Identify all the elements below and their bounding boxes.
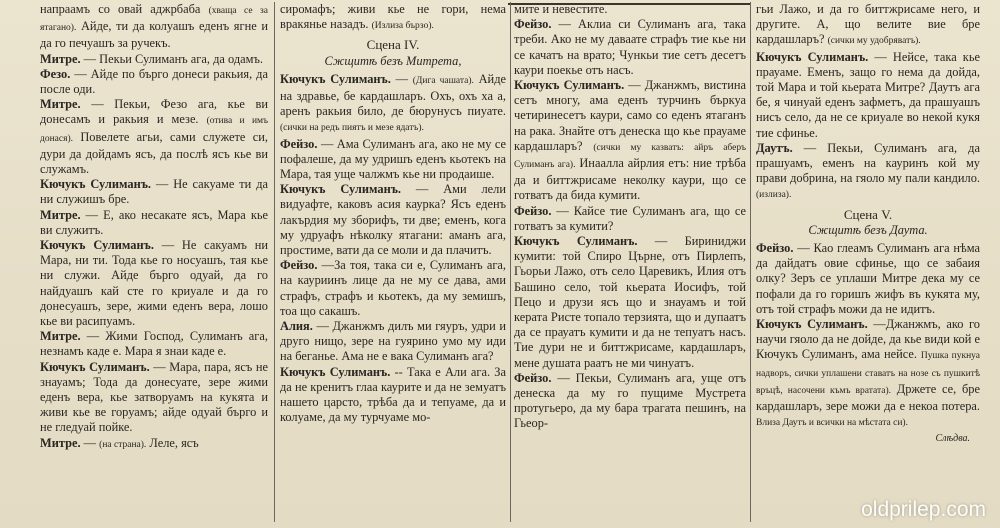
dialogue-text: — Не сакуаме ти да ни служишъ бре. [40, 177, 268, 207]
dialogue-paragraph [40, 329, 268, 359]
dialogue-text: —Джанжмъ, ако го научи гяоло да не дойде, да кье види кой е Кючукъ Сулиманъ, ама нейсе. [756, 317, 980, 362]
dialogue-paragraph [756, 141, 980, 204]
column-divider [510, 2, 511, 522]
text-column-1 [40, 2, 268, 528]
dialogue-paragraph [514, 371, 746, 432]
dialogue-text: — Ама Сулиманъ ага, ако не му се пофалеше, да му удришъ еденъ кьотекъ на Мара, тая уще чалжмъ кье ни продаише. [280, 136, 506, 182]
dialogue-text: — Мара, пара, ясъ не знауамъ; Тода да донесуате, зере жими еденъ вера, кье затворуамъ на кукята и живи кье ве горуамъ; айде одуай бърго и не гледуай пойке. [40, 359, 268, 435]
dialogue-paragraph [280, 182, 506, 258]
stage-direction: (хваща се за ятагано). [40, 6, 268, 34]
dialogue-paragraph [514, 17, 746, 78]
speaker-name: Фейзо. [280, 258, 318, 273]
speaker-name: Митре. [40, 329, 81, 344]
dialogue-text: Повелете агьи, сами служете си, дури да дойдамъ ясъ, да послѣ ясъ кье ви служамъ. [40, 129, 268, 177]
dialogue-text: — [390, 71, 413, 86]
dialogue-paragraph [280, 319, 506, 365]
speaker-name: Кючукъ Сулиманъ. [40, 238, 154, 253]
speaker-name: Кючукъ Сулиманъ. [280, 364, 391, 379]
dialogue-paragraph [280, 137, 506, 183]
dialogue-text: — Аклиа си Сулиманъ ага, така треби. Ако не му даваате страфъ тие кье ни се качатъ на врато; Чункьи тие сетъ десетъ каури поекье отъ насъ. [514, 17, 746, 77]
dialogue-paragraph [514, 78, 746, 204]
continued-note: Слѣдва. [935, 433, 970, 445]
stage-direction: (на страна). [99, 439, 147, 450]
dialogue-text: Айде на здравье, бе кардашларъ. Охъ, охъ ха а, аренъ ракьия било, де бюрунусъ пиуате. [280, 71, 506, 119]
speaker-name: Митре. [40, 97, 81, 112]
dialogue-paragraph [280, 2, 506, 34]
dialogue-text: — Пекьи, Фезо ага, кье ви донесамъ и ракьия и мезе. [40, 97, 268, 127]
dialogue-text: — Пекьи Сулиманъ ага, да одамъ. [80, 51, 263, 66]
dialogue-paragraph [756, 317, 980, 431]
dialogue-text: — Ами лели видуафте, каковъ асия каурка? Ясъ еденъ лакърдия му зборифъ, ти две; еменъ, кога му удруафъ нѣколку ятагани: аманъ ага, простиме, вати да се моли и да плачитъ. [280, 182, 506, 258]
speaker-name: Митре. [40, 51, 81, 66]
speaker-name: Кючукъ Сулиманъ. [40, 177, 152, 192]
dialogue-paragraph [514, 2, 746, 17]
speaker-name: Кючукъ Сулиманъ. [40, 359, 150, 374]
dialogue-text: — Джанжмъ дилъ ми гяуръ, удри и друго нищо, зере на гуярино умо му иди на беганье. Ама не е вака Сулиманъ ага? [280, 319, 506, 364]
dialogue-paragraph [40, 52, 268, 67]
speaker-name: Митре. [40, 207, 81, 222]
dialogue-paragraph [40, 208, 268, 238]
dialogue-text: Држете се, бре кардашларъ, зере можи да е некоа потера. [756, 381, 980, 414]
dialogue-text: напраамъ со овай аджрбаба [40, 2, 209, 16]
stage-direction: (излиза). [756, 190, 792, 201]
dialogue-paragraph [514, 234, 746, 371]
dialogue-text: — Айде по бърго донеси ракьия, да после оди. [40, 66, 268, 97]
scene-heading: Сцена V. [843, 206, 893, 222]
text-column-3 [514, 2, 746, 528]
speaker-name: Фейзо. [514, 370, 552, 385]
dialogue-text: — Бириниджи кумити: той Спиро Църне, отъ Пирлепъ, Гьорьи Лажо, отъ село Царевикъ, Илия отъ Башино село, той кьерата Иосифъ, той Пецо и друзи ясъ що и знауамъ и той керата Ристе топало терзията, що и дупаатъ да се прауатъ кумити и да не тепуатъ насъ. Тие дури не и биттжрисаме, кардашларъ, мене душата раатъ не ми чинуатъ. [514, 234, 746, 370]
dialogue-text: мите и невестите. [514, 2, 608, 16]
dialogue-paragraph [280, 72, 506, 137]
dialogue-text: — Джанжмъ, вистина сетъ многу, ама еденъ турчинъ бъркуа четиринесетъ каури, само со еденъ ятаганъ на рака. Знайте отъ денеска що кье прауаме кардашларъ? [514, 78, 746, 153]
speaker-name: Фейзо. [280, 136, 318, 151]
speaker-name: Кючукъ Сулиманъ. [514, 78, 625, 93]
stage-direction: (отива и имъ донася). [40, 116, 268, 144]
site-watermark: oldprilep.com [861, 498, 986, 521]
dialogue-paragraph [514, 204, 746, 234]
text-column-2 [280, 2, 506, 528]
dialogue-text: -- Така е Али ага. За да не кренитъ глаа каурите и да не земуатъ нашето царсто, трѣба да и тепуаме, да и колуаме, да му турчуаме мо- [280, 364, 506, 425]
stage-direction: Влиза Даутъ и всички на мѣстата си). [756, 418, 908, 429]
dialogue-paragraph [40, 436, 268, 453]
dialogue-paragraph [40, 360, 268, 436]
dialogue-text: сиромафъ; живи кье не гори, нема вракянье назадъ. [280, 2, 506, 32]
dialogue-text: Леле, ясъ [146, 435, 199, 450]
speaker-name: Фейзо. [514, 17, 552, 32]
dialogue-paragraph [280, 365, 506, 426]
dialogue-paragraph [756, 2, 980, 50]
dialogue-paragraph [40, 97, 268, 177]
stage-direction: (Дига чашата). [412, 75, 474, 86]
dialogue-text: — Нейсе, така кье прауаме. Еменъ, защо го нема да дойда, той Мара и той кьерата Митре? Даутъ ага бе, я чинуай еденъ зафметъ, да прашуашъ нисъ село, да не се криуале во некой кукя тие сфинье. [756, 49, 980, 140]
speaker-name: Даутъ. [756, 140, 793, 155]
dialogue-text: — Жими Господ, Сулиманъ ага, незнамъ каде е. Мара я знаи каде е. [40, 329, 268, 359]
dialogue-paragraph [40, 2, 268, 52]
scene-subtitle: Сжщитѣ безъ Даута. [808, 222, 928, 237]
speaker-name: Фезо. [40, 66, 71, 81]
scene-subtitle: Сжщитѣ безъ Митрета, [324, 53, 462, 68]
stage-direction: (сички му удобряватъ). [827, 36, 921, 47]
dialogue-paragraph [40, 177, 268, 207]
scene-heading: Сцена IV. [366, 37, 420, 53]
column-divider [274, 2, 275, 522]
stage-direction: Пушка пукнуа надворъ, сички уплашени ставатъ на нозе съ пушкитѣ връцѣ, насочени къмъ вратата). [756, 351, 980, 396]
speaker-name: Кючукъ Сулиманъ. [756, 317, 868, 332]
speaker-name: Фейзо. [514, 203, 552, 218]
stage-direction: (Излиза бързо). [371, 21, 434, 32]
dialogue-text: — Као глеамъ Сулиманъ ага нѣма да дайдатъ овие сфинье, що се забаия олку? Зеръ се уплаши Митре дека му се пофали да го горишъ жифъ въ кукята му, отъ той страфъ можи да не идитъ. [756, 241, 980, 316]
text-column-4 [756, 2, 980, 528]
speaker-name: Кючукъ Сулиманъ. [514, 234, 638, 249]
stage-direction: (сички му казватъ: айръ аберъ Сулиманъ ага). [514, 142, 746, 171]
dialogue-text: — Кайсе тие Сулиманъ ага, що се готватъ за кумити? [514, 203, 746, 233]
dialogue-paragraph [280, 258, 506, 319]
speaker-name: Алия. [280, 319, 313, 334]
dialogue-text: Айде, ти да колуашъ еденъ ягне и да го печуашъ за ручекъ. [40, 19, 268, 51]
dialogue-text: — Не сакуамъ ни Мара, ни ти. Тода кье го носуашъ, тая кье ни служи. Айде бърго одуай, да го найдуашъ кай сте го криуале и да го донесуашъ, зере, жими еденъ вера, лошо кье ви расипуамъ. [40, 238, 268, 329]
column-divider [750, 2, 751, 522]
dialogue-paragraph [40, 238, 268, 329]
dialogue-paragraph [40, 67, 268, 97]
speaker-name: Кючукъ Сулиманъ. [280, 182, 402, 197]
dialogue-text: —За тоя, така си е, Сулиманъ ага, на кауриинъ лице да не му се дава, ами страфъ, страфъ и кьотекъ, да му земишъ, тоа що сакашъ. [280, 258, 506, 318]
dialogue-text: — Пекьи, Сулиманъ ага, уще отъ денеска да му го пущиме Мустрета протугьеро, да му бара трагата пешинъ, на Гьеор- [514, 370, 746, 431]
dialogue-text: — Пекьи, Сулиманъ ага, да прашуамъ, еменъ на кауринъ кой му прави добрина, на гяоло му пали кандило. [756, 140, 980, 186]
dialogue-paragraph [756, 241, 980, 317]
speaker-name: Митре. [40, 435, 81, 450]
dialogue-paragraph [756, 50, 980, 141]
dialogue-text: гьи Лажо, и да го биттжрисаме него, и другите. А, що велите вие бре кардашларъ? [756, 2, 980, 47]
speaker-name: Фейзо. [756, 241, 794, 256]
dialogue-text: — Е, ако несакате ясъ, Мара кье ви служитъ. [40, 207, 268, 237]
speaker-name: Кючукъ Сулиманъ. [280, 71, 391, 86]
stage-direction: (сички на редъ пиятъ и мезе ядатъ). [280, 123, 424, 134]
dialogue-text: — [80, 435, 100, 450]
dialogue-text: Инаалла айрлия етъ: ние трѣба да и биттжрисаме неколку каури, що се готватъ да бида кумити. [514, 156, 746, 203]
speaker-name: Кючукъ Сулиманъ. [756, 49, 869, 64]
